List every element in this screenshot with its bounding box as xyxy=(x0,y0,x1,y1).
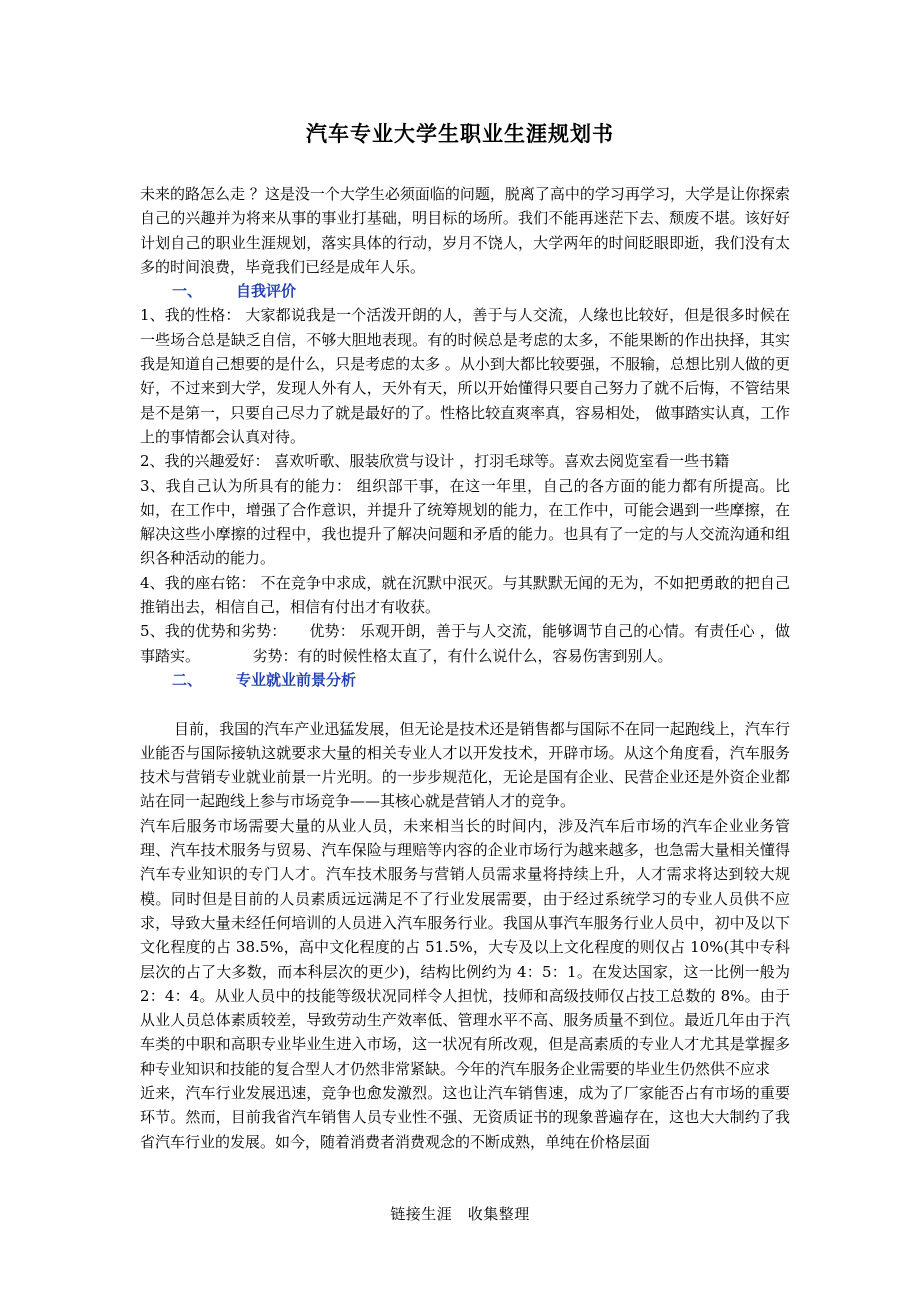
document-body xyxy=(140,182,790,1154)
section-label: 自我评价 xyxy=(236,282,297,301)
list-item: 3、我自己认为所具有的能力： 组织部干事，在这一年里，自己的各方面的能力都有所提高。比如，在工作中，增强了合作意识，并提升了统筹规划的能力，在工作中，可能会遇到一些摩擦，在解决这些小摩擦的过程中，我也提升了解决问题和矛盾的能力。也具有了一定的与人交流沟通和组织各种活动的能力。 xyxy=(140,476,790,568)
list-item: 4、我的座右铭： 不在竞争中求成，就在沉默中泯灭。与其默默无闻的无为，不如把勇敢的把自己推销出去，相信自己，相信有付出才有收获。 xyxy=(140,573,790,617)
section-number: 二、 xyxy=(172,670,203,689)
list-item: 1、我的性格： 大家都说我是一个活泼开朗的人，善于与人交流，人缘也比较好，但是很多时候在一些场合总是缺乏自信，不够大胆地表现。有的时候总是考虑的太多，不能果断的作出抉择，其实我是知道自己想要的是什么，只是考虑的太多 。从小到大都比较要强，不服输，总想比别人做的更好，不过来到大学，发现人外有人，天外有天，所以开始懂得只要自己努力了就不后悔，不管结果是不是第一，只要自己尽力了就是最好的了。性格比较直爽率真，容易相处， 做事踏实认真，工作上的事情都会认真对待。 xyxy=(140,306,790,446)
blank-line xyxy=(140,692,790,716)
intro-paragraph: 未来的路怎么走 ？这是没一个大学生必须面临的问题，脱离了高中的学习再学习，大学是让你探索自己的兴趣并为将来从事的事业打基础，明目标的场所。我们不能再迷茫下去、颓废不堪。该好好计划自己的职业生涯规划，落实具体的行动，岁月不饶人，大学两年的时间眨眼即逝，我们没有太多的时间浪费，毕竟我们已经是成年人乐。 xyxy=(140,185,790,276)
list-item: 5、我的优势和劣势： 优势： 乐观开朗，善于与人交流，能够调节自己的心情。有责任心 ，做事踏实。 劣势：有的时候性格太直了，有什么说什么，容易伤害到别人。 xyxy=(140,622,790,665)
body-paragraph: 近来，汽车行业发展迅速，竞争也愈发激烈。这也让汽车销售速，成为了厂家能否占有市场的重要环节。然而，目前我省汽车销售人员专业性不强、无资质证书的现象普遍存在，这也大大制约了我省汽车行业的发展。如今，随着消费者消费观念的不断成熟，单纯在价格层面 xyxy=(140,1083,790,1151)
body-paragraph: 目前，我国的汽车产业迅猛发展，但无论是技术还是销售都与国际不在同一起跑线上，汽车行业能否与国际接轨这就要求大量的相关专业人才以开发技术，开辟市场。从这个角度看，汽车服务技术与营销专业就业前景一片光明。的一步步规范化，无论是国有企业、民营企业还是外资企业都站在同一起跑线上参与市场竞争——其核心就是营销人才的竞争。 xyxy=(140,719,790,811)
section-heading-employment-outlook xyxy=(140,668,790,692)
page-footer: 链接生涯 收集整理 xyxy=(390,1205,530,1223)
list-item: 2、我的兴趣爱好： 喜欢听歌、服装欣赏与设计 ，打羽毛球等。喜欢去阅览室看一些书籍 xyxy=(140,452,730,471)
section-label: 专业就业前景分析 xyxy=(236,670,357,689)
document-title: 汽车专业大学生职业生涯规划书 xyxy=(306,121,614,146)
section-number: 一、 xyxy=(172,282,203,301)
body-paragraph: 汽车后服务市场需要大量的从业人员，未来相当长的时间内，涉及汽车后市场的汽车企业业务管理、汽车技术服务与贸易、汽车保险与理赔等内容的企业市场行为越来越多，也急需大量相关懂得汽车专业知识的专门人才。汽车技术服务与营销人员需求量将持续上升，人才需求将达到较大规模。同时但是目前的人员素质远远满足不了行业发展需要，由于经过系统学习的专业人员供不应求，导致大量未经任何培训的人员进入汽车服务行业。我国从事汽车服务行业人员中，初中及以下文化程度的占 38.5%，高中文化程度的占 51.5%，大专及以上文化程度的则仅占 10%(其中专科层次的占了大多数，而本科层次的更少)，结构比例约为 4：5：1。在发达国家，这一比例一般为 2：4：4。从业人员中的技能等级状况同样令人担忧，技师和高级技师仅占技工总数的 8%。由于从业人员总体素质较差，导致劳动生产效率低、管理水平不高、服务质量不到位。最近几年由于汽车类的中职和高职专业毕业生进入市场，这一状况有所改观，但是高素质的专业人才尤其是掌握多种专业知识和技能的复合型人才仍然非常紧缺。今年的汽车服务企业需要的毕业生仍然供不应求 xyxy=(140,816,790,1078)
section-heading-self-evaluation xyxy=(140,279,790,303)
